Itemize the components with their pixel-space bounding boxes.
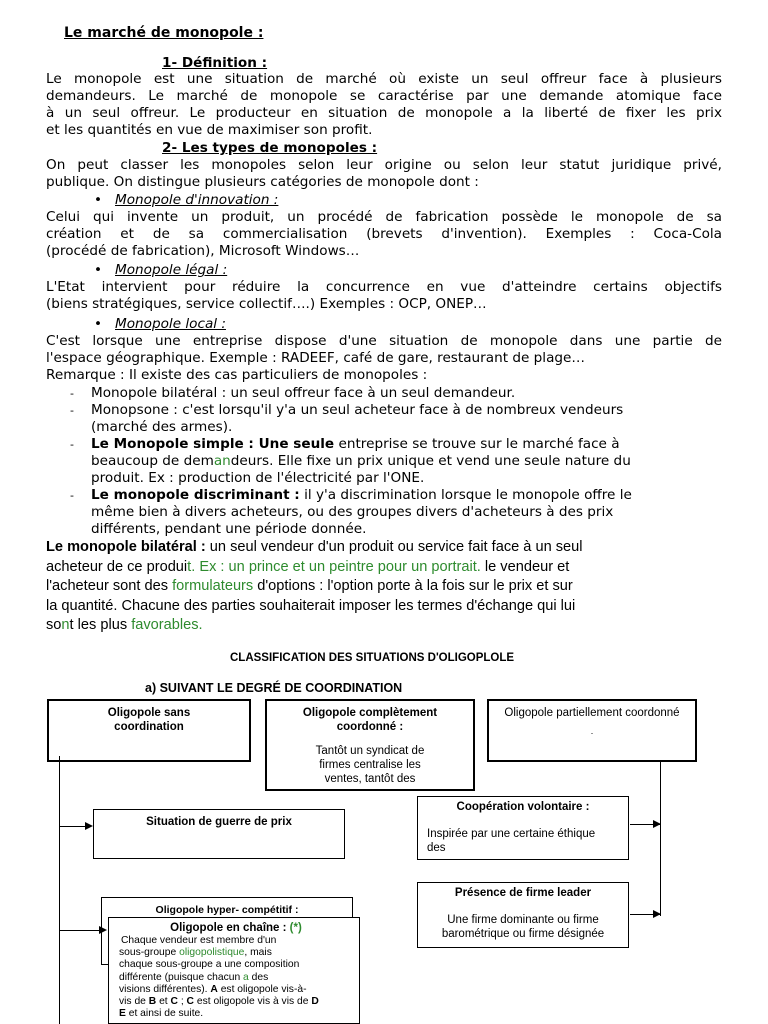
arrow-right-icon — [653, 910, 661, 918]
box-text-line — [119, 996, 353, 1008]
box-title: Coopération volontaire : — [456, 801, 590, 813]
box-completement-coordonne — [265, 699, 475, 791]
type-text-line: (biens stratégiques, service collectif….) Exemples : OCP, ONEP… — [46, 296, 487, 312]
bilateral-bold: Le monopole bilatéral : — [46, 539, 206, 555]
case-monopsone-cont: (marché des armes). — [91, 419, 233, 435]
bilateral-line: la quantité. Chacune des parties souhaiterait imposer les termes d'échange qui lui — [46, 597, 576, 614]
box-cooperation-volontaire — [417, 796, 629, 860]
box-title: Oligopole complètement coordonné : — [302, 707, 438, 733]
type-name-innovation: Monopole d'innovation : — [115, 192, 279, 208]
dash-marker: - — [70, 404, 74, 417]
case-discriminant-line3: différents, pendant une période donnée. — [91, 521, 367, 537]
text-run: différente (puisque chacun — [119, 971, 244, 983]
type-text-line: Celui qui invente un produit, un procédé de fabrication possède le monopole de sa — [46, 209, 722, 225]
dash-marker: - — [70, 387, 74, 400]
text-run: acheteur de ce produi — [46, 558, 188, 575]
text-run: Oligopole en chaîne : — [170, 922, 290, 934]
text-run-green: oligopolistique — [179, 947, 245, 959]
text-run: est oligopole vis-à- — [217, 983, 307, 995]
arrow-right-icon — [653, 820, 661, 828]
definition-line: Le monopole est une situation de marché où existe un seul offreur face à plusieurs — [46, 71, 722, 87]
text-run: visions différentes). — [119, 983, 211, 995]
section-heading-definition: 1- Définition : — [162, 55, 268, 71]
section-heading-types: 2- Les types de monopoles : — [162, 140, 378, 156]
text-run: , mais — [244, 947, 272, 959]
bilateral-paragraph — [46, 538, 583, 636]
type-text-line: l'espace géographique. Exemple : RADEEF, café de gare, restaurant de plage… — [46, 350, 585, 366]
box-partiellement-coordonne — [487, 699, 697, 762]
box-guerre-de-prix — [93, 809, 345, 859]
case-simple-rest: entreprise se trouve sur le marché face à — [334, 436, 620, 452]
text-run: deurs. Elle fixe un prix unique et vend une seule nature du — [230, 453, 631, 469]
text-run-bold: C — [170, 996, 178, 1008]
box-text: Inspirée par une certaine éthique des — [427, 828, 596, 854]
case-simple-line2 — [91, 453, 631, 470]
case-monopsone: Monopsone : c'est lorsqu'il y'a un seul acheteur face à de nombreux vendeurs — [91, 402, 624, 418]
box-text-line — [119, 947, 353, 959]
text-run-bold: B — [148, 996, 157, 1008]
type-name-local: Monopole local : — [115, 316, 226, 332]
text-run-bold: A — [210, 983, 218, 995]
box-firme-leader — [417, 882, 629, 948]
dash-marker: - — [70, 438, 74, 451]
text-run-bold: D — [311, 996, 319, 1008]
text-run-bold: C — [186, 996, 194, 1008]
types-intro-line: On peut classer les monopoles selon leur origine ou selon leur statut juridique privé, — [46, 157, 722, 173]
text-run: et — [156, 996, 171, 1008]
text-run: sous-groupe — [119, 947, 180, 959]
oligopole-subheading: a) SUIVANT LE DEGRÉ DE COORDINATION — [145, 681, 403, 695]
text-run: des — [248, 971, 269, 983]
type-text-line: création et de sa commercialisation (brevets d'invention). Exemples : Coca-Cola — [46, 226, 722, 242]
dash-marker: - — [70, 489, 74, 502]
text-run: et ainsi de suite. — [125, 1008, 204, 1020]
box-text-line: Chaque vendeur est membre d'un — [121, 935, 277, 946]
box-text: Tantôt un syndicat de firmes centralise les ventes, tantôt des — [315, 745, 425, 785]
bilateral-line — [46, 616, 583, 636]
case-bilateral: Monopole bilatéral : un seul offreur face à un seul demandeur. — [91, 385, 516, 401]
box-text-line — [119, 1008, 353, 1020]
text-run: vis de — [119, 996, 149, 1008]
case-simple-line3: produit. Ex : production de l'électricité par l'ONE. — [91, 470, 425, 486]
box-title: Oligopole hyper- compétitif : — [155, 904, 299, 916]
box-title: Oligopole partiellement coordonné — [504, 707, 680, 719]
text-run: t les plus — [69, 617, 132, 633]
text-run-green: a — [243, 971, 249, 983]
case-discriminant-rest: il y'a discrimination lorsque le monopole offre le — [299, 487, 632, 503]
definition-line: à un seul offreur. Le producteur en situation de monopole a la liberté de fixer les prix — [46, 105, 722, 121]
text-run-green: (*) — [289, 922, 302, 934]
text-run-bold: E — [119, 1008, 126, 1020]
text-run-green: n — [61, 617, 70, 633]
case-simple-bold: Le Monopole simple : Une seule — [91, 436, 335, 452]
box-title — [119, 921, 353, 935]
definition-line: et les quantités en vue de maximiser son profit. — [46, 122, 373, 138]
bilateral-line — [46, 558, 583, 578]
type-text-line: L'Etat intervient pour réduire la concurrence en vue d'atteindre certains objectifs — [46, 279, 722, 295]
page-title: Le marché de monopole : — [64, 25, 264, 41]
type-name-legal: Monopole légal : — [115, 262, 228, 278]
text-run: d'options : l'option porte à la fois sur le prix et sur — [253, 578, 573, 594]
connector-line — [660, 760, 661, 916]
case-discriminant-bold: Le monopole discriminant : — [91, 487, 300, 503]
text-run-green: t. Ex : un prince et un peintre pour un portrait. — [187, 558, 481, 575]
definition-line: demandeurs. Le marché de monopole se caractérise par une demande atomique face — [46, 88, 722, 104]
connector-line — [59, 756, 60, 1024]
types-intro-line: publique. On distingue plusieurs catégories de monopole dont : — [46, 174, 479, 190]
text-run: so — [46, 617, 62, 633]
text-run: l'acheteur sont des — [46, 578, 173, 594]
box-sans-coordination — [47, 699, 251, 762]
box-title: Situation de guerre de prix — [146, 816, 292, 828]
case-simple — [91, 436, 620, 453]
box-title: Présence de firme leader — [454, 887, 592, 899]
text-run: beaucoup de dem — [91, 453, 214, 469]
bullet-icon: • — [94, 262, 103, 278]
box-text: Une firme dominante ou firme barométrique ou firme désignée — [441, 914, 605, 940]
text-run: un seul vendeur d'un produit ou service fait face à un seul — [205, 539, 583, 555]
remark: Remarque : Il existe des cas particuliers de monopoles : — [46, 367, 428, 383]
type-text-line: (procédé de fabrication), Microsoft Windows… — [46, 243, 360, 259]
arrow-right-icon — [85, 822, 93, 830]
text-run: ; — [177, 996, 187, 1008]
box-text-line — [119, 972, 353, 984]
box-text-line: chaque sous-groupe a une composition — [119, 959, 300, 971]
text-run-green: favorables. — [131, 617, 203, 633]
case-discriminant-line2: même bien à divers acheteurs, ou des groupes divers d'acheteurs à des prix — [91, 504, 614, 520]
text-run-green: an — [213, 453, 231, 469]
box-oligopole-en-chaine — [108, 917, 360, 1024]
bilateral-line — [46, 538, 583, 558]
box-text-line — [119, 984, 353, 996]
arrow-right-icon — [99, 926, 107, 934]
oligopole-heading: CLASSIFICATION DES SITUATIONS D'OLIGOPLOLE — [230, 652, 515, 664]
type-text-line: C'est lorsque une entreprise dispose d'une situation de monopole dans une partie de — [46, 333, 722, 349]
text-run: est oligopole vis à vis de — [193, 996, 312, 1008]
connector-line — [59, 826, 87, 827]
text-run: le vendeur et — [480, 558, 570, 575]
case-discriminant — [91, 487, 632, 504]
bilateral-line — [46, 577, 583, 597]
connector-line — [59, 930, 101, 931]
box-title: Oligopole sans coordination — [107, 707, 191, 733]
box-dot: . — [590, 726, 594, 736]
bullet-icon: • — [94, 316, 103, 332]
text-run-green: formulateurs — [172, 578, 254, 594]
bullet-icon: • — [94, 192, 103, 208]
